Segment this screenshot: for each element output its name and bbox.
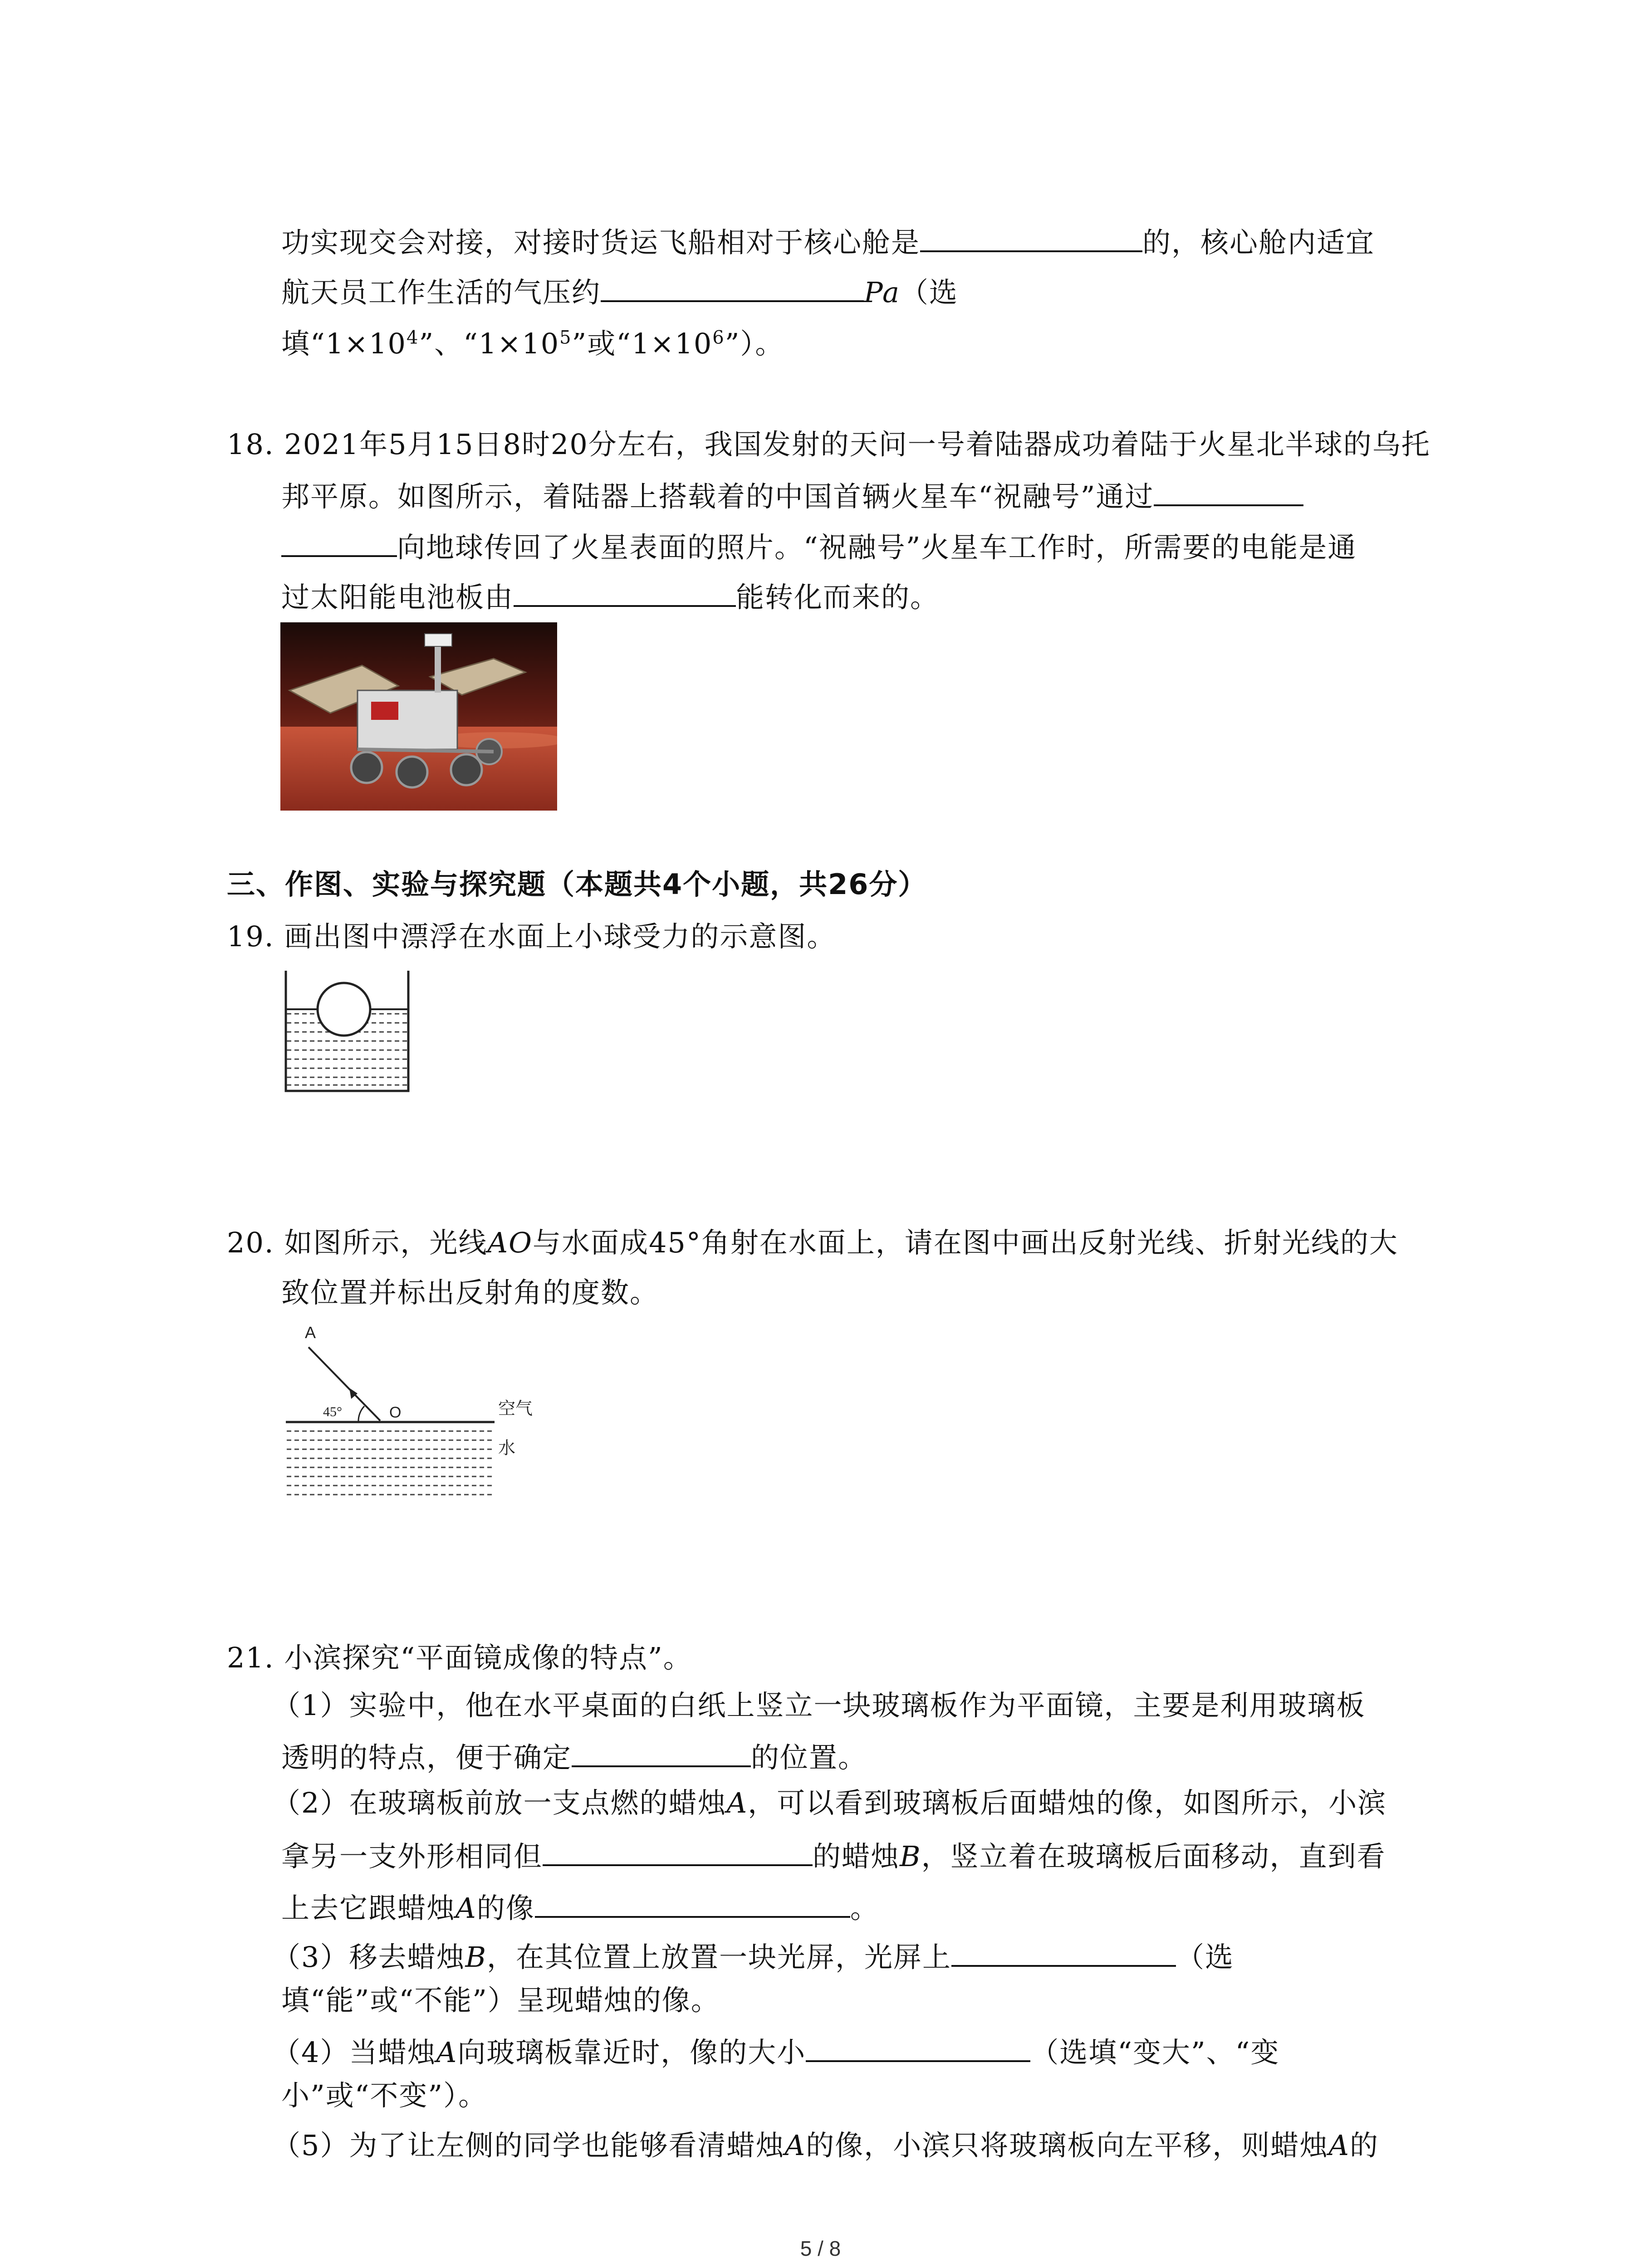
q21-blank-size[interactable]	[806, 2032, 1030, 2062]
q21-blank-coincide[interactable]	[535, 1888, 850, 1918]
q18-line1: 18. 2021年5月15日8时20分左右，我国发射的天问一号着陆器成功着陆于火星北半球的乌托	[227, 428, 1430, 461]
q17-blank-pressure[interactable]	[601, 272, 864, 302]
q18-blank-energy[interactable]	[514, 577, 736, 607]
q21-intro: 21. 小滨探究“平面镜成像的特点”。	[227, 1641, 692, 1674]
reflection-figure	[281, 1315, 554, 1506]
q18-line2: 邦平原。如图所示，着陆器上搭载着的中国首辆火星车“祝融号”通过	[281, 476, 1303, 515]
q17-line1: 功实现交会对接，对接时货运飞船相对于核心舱是 的，核心舱内适宜	[281, 222, 1375, 261]
q21-p4-line1: （4）当蜡烛A向玻璃板靠近时，像的大小 （选填“变大”、“变	[272, 2032, 1279, 2071]
q17-line3: 填“$1\times 10^4$”、“$1\times 10^5$”或“$1\times 10^6$”）。	[281, 327, 784, 360]
q17-blank-relative[interactable]	[920, 222, 1142, 252]
q21-p2-line2: 拿另一支外形相同但 的蜡烛B，竖立着在玻璃板后面移动，直到看	[281, 1836, 1386, 1875]
q17-line2: 航天员工作生活的气压约 Pa（选	[281, 272, 958, 311]
q18-line4: 过太阳能电池板由 能转化而来的。	[281, 577, 939, 616]
q18-blank-medium[interactable]	[1154, 476, 1303, 506]
q21-blank-screen[interactable]	[951, 1937, 1176, 1967]
q20-line2: 致位置并标出反射角的度数。	[281, 1276, 659, 1309]
section3-title: 三、作图、实验与探究题（本题共4个小题，共26分）	[227, 868, 927, 901]
q20-line1: 20. 如图所示，光线AO与水面成45°角射在水面上，请在图中画出反射光线、折射光线的大	[227, 1226, 1398, 1259]
floating-ball-figure	[281, 966, 413, 1098]
label-o: O	[389, 1404, 402, 1421]
mars-rover-photo	[280, 622, 557, 811]
label-a: A	[305, 1323, 316, 1342]
label-air: 空气	[498, 1398, 533, 1418]
label-water: 水	[498, 1438, 516, 1458]
q21-p1-line1: （1）实验中，他在水平桌面的白纸上竖立一块玻璃板作为平面镜，主要是利用玻璃板	[272, 1689, 1366, 1722]
q18-blank-medium-cont[interactable]	[281, 527, 397, 557]
q21-p5-line1: （5）为了让左侧的同学也能够看清蜡烛A的像，小滨只将玻璃板向左平移，则蜡烛A的	[272, 2129, 1379, 2162]
page-number: 5 / 8	[800, 2237, 841, 2260]
q21-p1-line2: 透明的特点，便于确定 的位置。	[281, 1737, 867, 1776]
q21-p2-line3: 上去它跟蜡烛A的像 。	[281, 1888, 879, 1926]
q21-p4-line2: 小”或“不变”）。	[281, 2079, 488, 2112]
q21-p2-line1: （2）在玻璃板前放一支点燃的蜡烛A，可以看到玻璃板后面蜡烛的像，如图所示，小滨	[272, 1786, 1387, 1819]
q21-blank-candle[interactable]	[543, 1836, 813, 1866]
q21-blank-image-position[interactable]	[572, 1737, 751, 1767]
q21-p3-line2: 填“能”或“不能”）呈现蜡烛的像。	[281, 1984, 720, 2017]
label-angle: 45°	[323, 1404, 342, 1419]
q21-p3-line1: （3）移去蜡烛B，在其位置上放置一块光屏，光屏上 （选	[272, 1937, 1234, 1975]
q19-text: 19. 画出图中漂浮在水面上小球受力的示意图。	[227, 920, 836, 953]
q18-line3: 向地球传回了火星表面的照片。“祝融号”火星车工作时，所需要的电能是通	[281, 527, 1357, 566]
